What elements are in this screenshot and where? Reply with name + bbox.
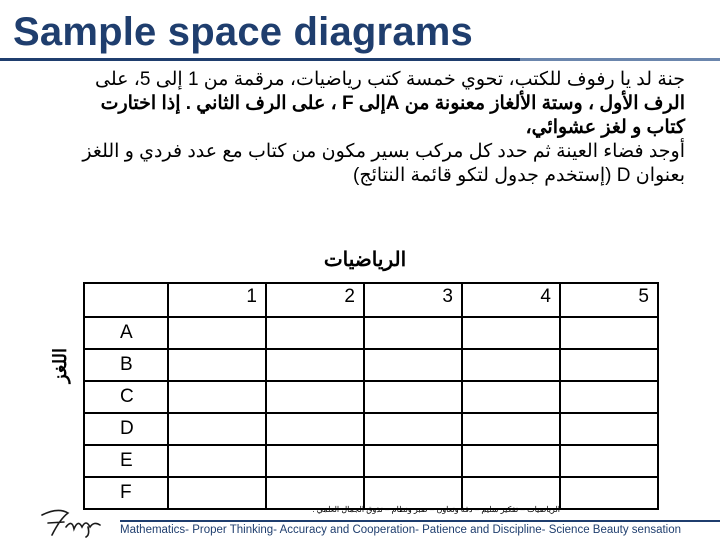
- table-cell: [266, 413, 364, 445]
- problem-line-4: أوجد فضاء العينة ثم حدد كل مركب بسير مكون من كتاب مع عدد فردي و اللغز: [82, 141, 685, 162]
- corner-cell: [84, 283, 168, 317]
- signature-logo: [38, 505, 123, 544]
- problem-line-1: جنة لد يا رفوف للكتب، تحوي خمسة كتب رياضيات، مرقمة من 1 إلى 5، على: [95, 69, 685, 90]
- table-cell: [168, 349, 266, 381]
- problem-text: [25, 68, 685, 188]
- table-cell: [168, 477, 266, 509]
- row-label-b: B: [84, 349, 168, 381]
- table-row: [84, 445, 658, 477]
- table-cell: [364, 381, 462, 413]
- row-label-e: E: [84, 445, 168, 477]
- footer-english-motto: Mathematics- Proper Thinking- Accuracy and Cooperation- Patience and Discipline- Science Beauty sensation: [120, 524, 682, 536]
- problem-line-3: كتاب و لغز عشوائي،: [525, 117, 685, 138]
- table-cell: [168, 317, 266, 349]
- footer-arabic-motto: الرياضيات – تفكير سليم – دقة وتعاون – صبر ونظام – تذوق الجمال العلمي .: [312, 505, 560, 514]
- table-cell: [560, 413, 658, 445]
- problem-line-5: بعنوان D (إستخدم جدول لتكو قائمة النتائج): [353, 165, 685, 186]
- table-row: [84, 349, 658, 381]
- table-cell: [560, 381, 658, 413]
- table-cell: [168, 381, 266, 413]
- table-cell: [560, 445, 658, 477]
- title-underline: [0, 58, 720, 62]
- table-cell: [364, 317, 462, 349]
- table-cell: [560, 349, 658, 381]
- column-label-2: 2: [266, 283, 364, 317]
- table-row: [84, 381, 658, 413]
- table-row: [84, 317, 658, 349]
- math-column-heading: الرياضيات: [323, 249, 407, 271]
- table-cell: [364, 413, 462, 445]
- row-label-c: C: [84, 381, 168, 413]
- row-label-d: D: [84, 413, 168, 445]
- table-cell: [560, 477, 658, 509]
- table-cell: [266, 381, 364, 413]
- column-label-5: 5: [560, 283, 658, 317]
- table-cell: [462, 349, 560, 381]
- table-cell: [462, 317, 560, 349]
- puzzle-row-heading: اللغز: [50, 347, 71, 383]
- table-cell: [462, 381, 560, 413]
- table-cell: [168, 445, 266, 477]
- column-label-1: 1: [168, 283, 266, 317]
- column-label-3: 3: [364, 283, 462, 317]
- table-header-row: [84, 283, 658, 317]
- row-label-f: F: [84, 477, 168, 509]
- table-cell: [266, 317, 364, 349]
- table-cell: [560, 317, 658, 349]
- puzzle-row-heading-wrap: [50, 345, 72, 385]
- row-label-a: A: [84, 317, 168, 349]
- problem-line-2: الرف الأول ، وستة الألغاز معنونة من Aإلى F ، على الرف الثاني . إذا اختارت: [100, 93, 685, 114]
- slide-title: Sample space diagrams: [13, 10, 473, 54]
- footer-divider: [120, 520, 720, 522]
- table-cell: [168, 413, 266, 445]
- table-cell: [364, 445, 462, 477]
- table-cell: [462, 445, 560, 477]
- table-cell: [364, 349, 462, 381]
- table-row: [84, 413, 658, 445]
- column-label-4: 4: [462, 283, 560, 317]
- table-cell: [266, 349, 364, 381]
- table-cell: [266, 445, 364, 477]
- sample-space-table: [83, 282, 659, 510]
- table-cell: [462, 413, 560, 445]
